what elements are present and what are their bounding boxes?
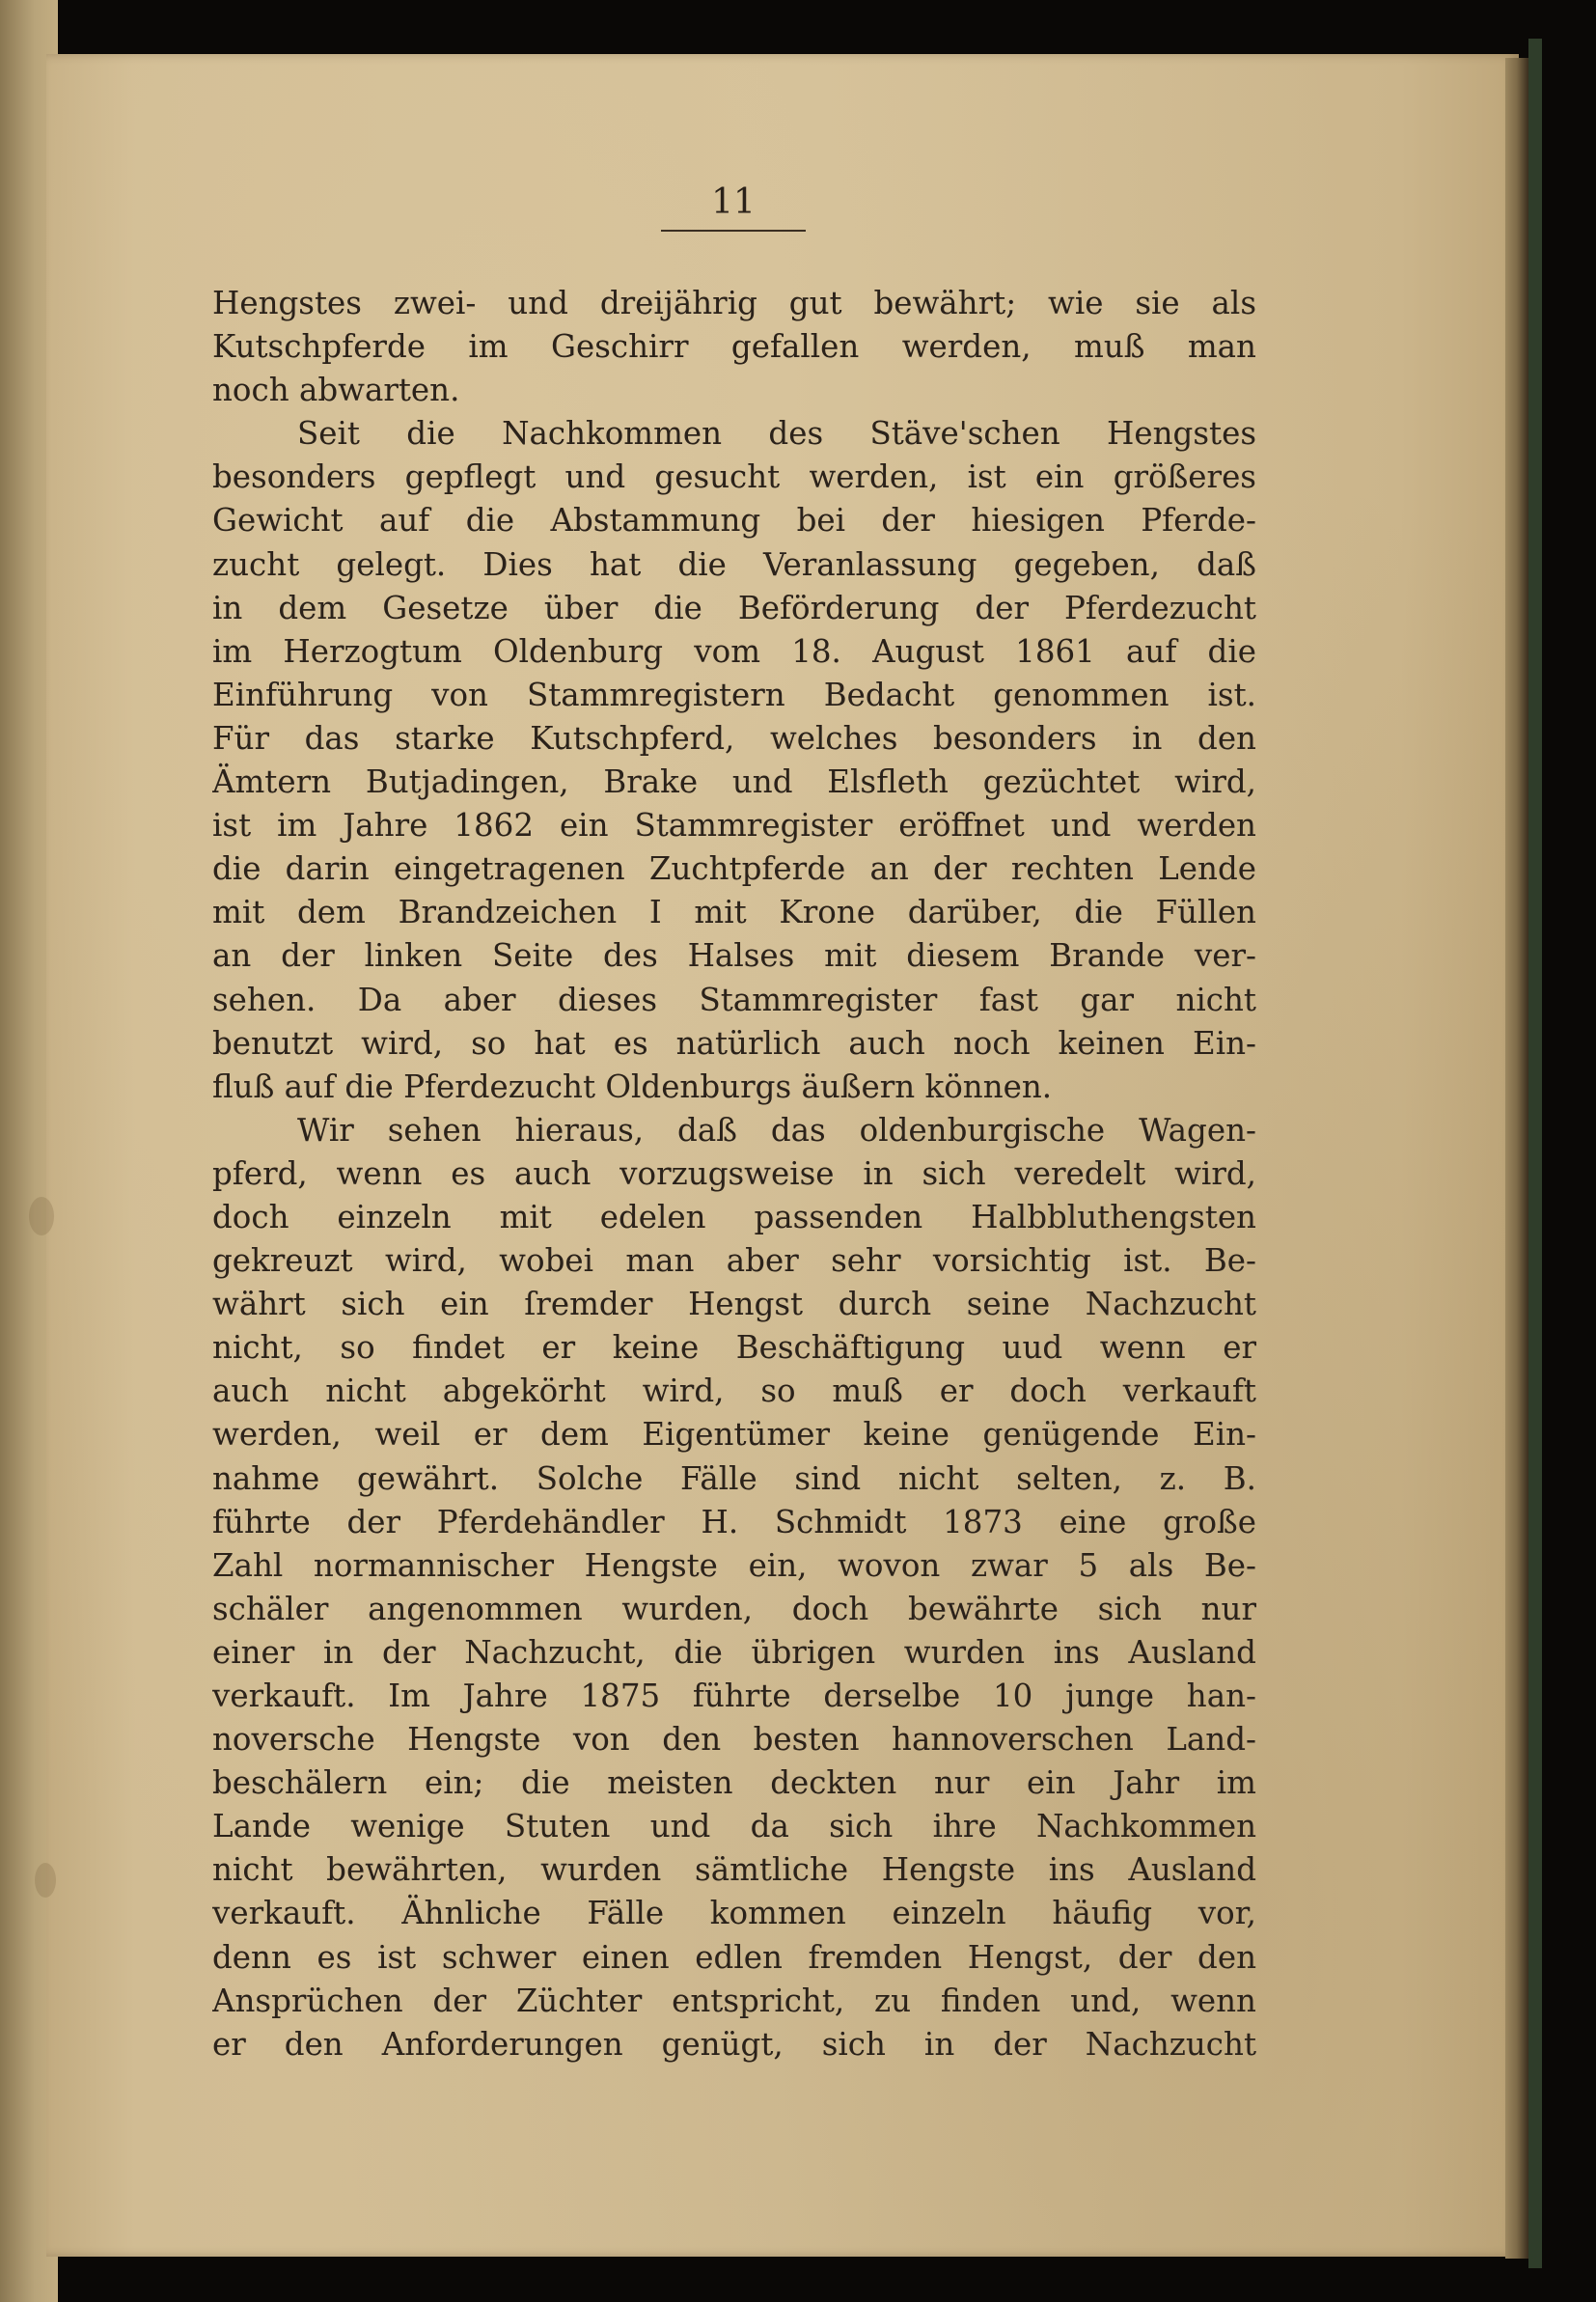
text-line: im Herzogtum Oldenburg vom 18. August 1861 auf die — [212, 632, 1256, 670]
text-line: Gewicht auf die Abstammung bei der hiesigen Pferde- — [212, 502, 1256, 540]
text-line: Lande wenige Stuten und da sich ihre Nachkommen — [212, 1808, 1256, 1845]
text-line: in dem Gesetze über die Beförderung der Pferdezucht — [212, 589, 1256, 626]
book-cover-edge — [1528, 39, 1542, 2268]
text-line: Hengstes zwei- und dreijährig gut bewährt; wie sie als — [212, 285, 1256, 321]
text-line: mit dem Brandzeichen I mit Krone darüber, die Füllen — [212, 894, 1256, 931]
text-line: ist im Jahre 1862 ein Stammregister eröffnet und werden — [212, 807, 1256, 845]
text-line: werden, weil er dem Eigentümer keine genügende Ein- — [212, 1416, 1256, 1454]
text-line: noch abwarten. — [212, 372, 460, 409]
text-line: die darin eingetragenen Zuchtpferde an der rechten Lende — [212, 850, 1256, 888]
text-line: beschälern ein; die meisten deckten nur ein Jahr im — [212, 1764, 1256, 1802]
body-text — [212, 282, 1256, 2066]
text-line: führte der Pferdehändler H. Schmidt 1873 eine große — [212, 1503, 1256, 1540]
text-line: Wir sehen hieraus, daß das oldenburgische Wagen- — [297, 1111, 1256, 1149]
text-line: benutzt wird, so hat es natürlich auch noch keinen Ein- — [212, 1024, 1256, 1062]
text-line: Kutschpferde im Geschirr gefallen werden, muß man — [212, 328, 1256, 366]
text-line: sehen. Da aber dieses Stammregister fast gar nicht — [212, 981, 1256, 1018]
text-line: auch nicht abgekörht wird, so muß er doch verkauft — [212, 1373, 1256, 1410]
text-line: währt sich ein ſremder Hengst durch seine Nachzucht — [212, 1286, 1256, 1323]
text-line: Ämtern Butjadingen, Brake und Elsfleth gezüchtet wird, — [212, 763, 1256, 801]
text-line: verkauft. Ähnliche Fälle kommen einzeln häufig vor, — [212, 1895, 1256, 1932]
text-line: Einführung von Stammregistern Bedacht genommen ist. — [212, 676, 1256, 713]
text-line: schäler angenommen wurden, doch bewährte sich nur — [212, 1590, 1256, 1627]
text-line: Zahl normannischer Hengste ein, wovon zwar 5 als Be- — [212, 1546, 1256, 1584]
text-line: doch einzeln mit edelen passenden Halbbluthengsten — [212, 1198, 1256, 1235]
page-header — [656, 183, 811, 232]
text-line: einer in der Nachzucht, die übrigen wurden ins Ausland — [212, 1633, 1256, 1671]
paper-stain — [35, 1863, 56, 1898]
text-line: Seit die Nachkommen des Stäve'schen Hengstes — [297, 415, 1256, 453]
header-rule — [661, 230, 806, 232]
text-line: denn es ist schwer einen edlen fremden Hengst, der den — [212, 1938, 1256, 1976]
text-line: zucht gelegt. Dies hat die Veranlassung gegeben, daß — [212, 545, 1256, 583]
text-line: Ansprüchen der Züchter entspricht, zu finden und, wenn — [212, 1982, 1256, 2019]
text-line: verkauft. Im Jahre 1875 führte derselbe 10 junge han- — [212, 1678, 1256, 1714]
text-line: noversche Hengste von den besten hannoverschen Land- — [212, 1721, 1256, 1759]
text-line: pferd, wenn es auch vorzugsweise in sich veredelt wird, — [212, 1154, 1256, 1192]
page-block-edge — [1505, 58, 1528, 2259]
text-line: nicht bewährten, wurden sämtliche Hengste ins Ausland — [212, 1851, 1256, 1889]
page-number: 11 — [711, 182, 756, 222]
text-line: fluß auf die Pferdezucht Oldenburgs äußern können. — [212, 1068, 1053, 1105]
text-line: besonders gepflegt und gesucht werden, ist ein größeres — [212, 458, 1256, 496]
text-line: Für das starke Kutschpferd, welches besonders in den — [212, 719, 1256, 757]
text-line: er den Anforderungen genügt, sich in der Nachzucht — [212, 2025, 1256, 2063]
text-line: gekreuzt wird, wobei man aber sehr vorsichtig ist. Be- — [212, 1242, 1256, 1280]
text-line: an der linken Seite des Halses mit diesem Brande ver- — [212, 937, 1256, 975]
text-line: nahme gewährt. Solche Fälle sind nicht selten, z. B. — [212, 1459, 1256, 1497]
paper-stain — [29, 1197, 54, 1235]
text-line: nicht, so findet er keine Beschäftigung uud wenn er — [212, 1329, 1256, 1367]
